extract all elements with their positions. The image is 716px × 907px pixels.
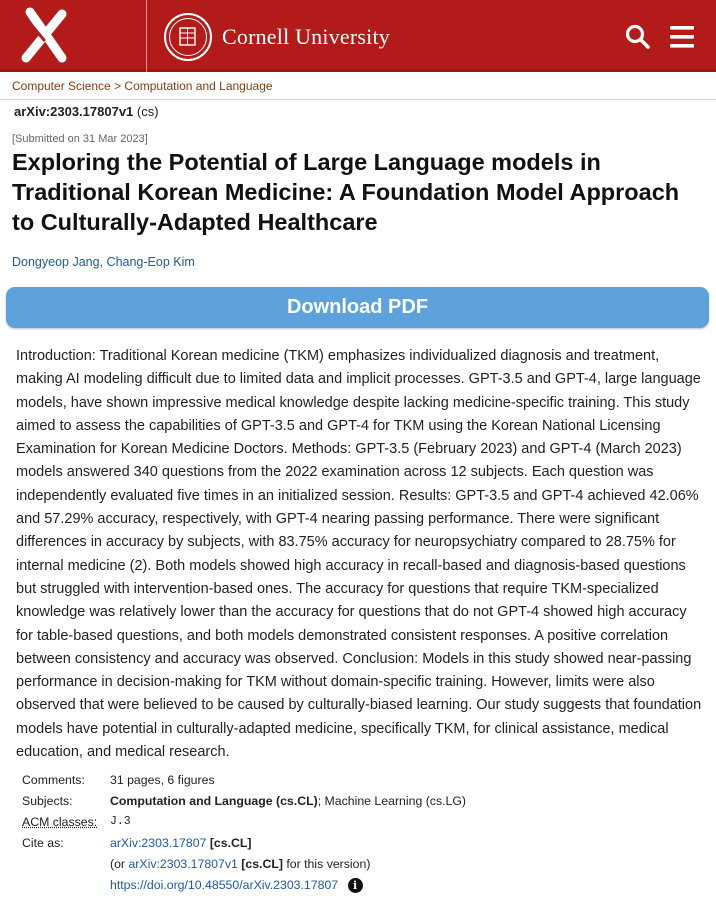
university-name: Cornell University	[222, 24, 390, 49]
primary-subject: Computation and Language (cs.CL)	[110, 794, 318, 808]
primary-tag: (cs)	[136, 104, 159, 119]
acm-value: J.3	[110, 815, 131, 828]
comments-label: Comments:	[22, 773, 85, 787]
author-link[interactable]: Chang-Eop Kim	[106, 255, 195, 269]
author-separator: ,	[99, 255, 104, 269]
arxiv-logo-icon[interactable]	[0, 0, 147, 72]
menu-icon[interactable]	[669, 25, 695, 49]
arxiv-id-line	[14, 104, 159, 119]
cite-value	[110, 836, 252, 850]
cite-alt-tag: [cs.CL]	[241, 857, 283, 871]
subjects-value	[110, 794, 466, 808]
author-link[interactable]: Dongyeop Jang	[12, 255, 100, 269]
cite-version-value	[110, 857, 370, 871]
comments-value: 31 pages, 6 figures	[110, 773, 215, 787]
doi-link[interactable]: https://doi.org/10.48550/arXiv.2303.17807	[110, 878, 339, 892]
secondary-subject: Machine Learning (cs.LG)	[324, 794, 467, 808]
cite-link[interactable]: arXiv:2303.17807	[110, 836, 207, 850]
page-title: Exploring the Potential of Large Language models in Traditional Korean Medicine: A Foundation Model Approach to Culturally-Adapted Healthcare	[12, 149, 680, 235]
cite-version-link[interactable]: arXiv:2303.17807v1	[128, 857, 238, 871]
doi-value	[110, 878, 363, 893]
cite-tag: [cs.CL]	[209, 836, 252, 850]
cite-alt-suffix: for this version)	[286, 857, 371, 871]
info-icon[interactable]: i	[348, 878, 363, 893]
download-pdf-button[interactable]: Download PDF	[6, 287, 709, 328]
cornell-seal-icon	[164, 13, 212, 61]
search-icon[interactable]	[625, 24, 651, 50]
abstract: Introduction: Traditional Korean medicine (TKM) emphasizes individualized diagnosis and treatment, making AI modeling difficult due to limited data and implicit processes. GPT-3.5 and GPT-4, large language models, have shown impressive medical knowledge despite lacking medicine-specific training. This study aimed to assess the capabilities of GPT-3.5 and GPT-4 for TKM using the Korean National Licensing Examination for Korean Medicine Doctors. Methods: GPT-3.5 (February 2023) and GPT-4 (March 2023) models answered 340 questions from the 2022 examination across 12 subjects. Each question was independently evaluated five times in an initialized session. Results: GPT-3.5 and GPT-4 achieved 42.06% and 57.29% accuracy, respectively, with GPT-4 nearing passing performance. There were significant differences in accuracy by subjects, with 83.75% accuracy for neuropsychiatry compared to 28.75% for internal medicine (2). Both models showed high accuracy in recall-based and diagnosis-based questions but struggled with intervention-based ones. The accuracy for questions that require TKM-specialized knowledge was relatively lower than the accuracy for questions that do not GPT-4 showed high accuracy for table-based questions, and both models demonstrated consistent responses. A positive correlation between consistency and accuracy was observed. Conclusion: Models in this study showed near-passing performance in decision-making for TKM without domain-specific training. However, limits were also observed that were believed to be caused by culturally-biased learning. Our study suggests that foundation models have potential in culturally-adapted medicine, specifically TKM, for clinical assistance, medical education, and medical research.	[16, 348, 702, 761]
breadcrumb-subcategory[interactable]: Computation and Language	[124, 79, 273, 93]
cite-alt-prefix: (or	[110, 857, 126, 871]
breadcrumb-separator: >	[114, 79, 122, 93]
cite-label: Cite as:	[22, 836, 64, 850]
author-list	[12, 255, 195, 269]
breadcrumb-category[interactable]: Computer Science	[12, 79, 111, 93]
subjects-separator: ;	[317, 794, 322, 808]
subjects-label: Subjects:	[22, 794, 73, 808]
submission-date: [Submitted on 31 Mar 2023]	[12, 133, 148, 145]
acm-label: ACM classes:	[22, 815, 98, 829]
breadcrumb	[0, 72, 716, 100]
arxiv-id: arXiv:2303.17807v1	[14, 104, 134, 119]
site-header	[0, 0, 716, 72]
cornell-brand[interactable]	[164, 12, 390, 62]
